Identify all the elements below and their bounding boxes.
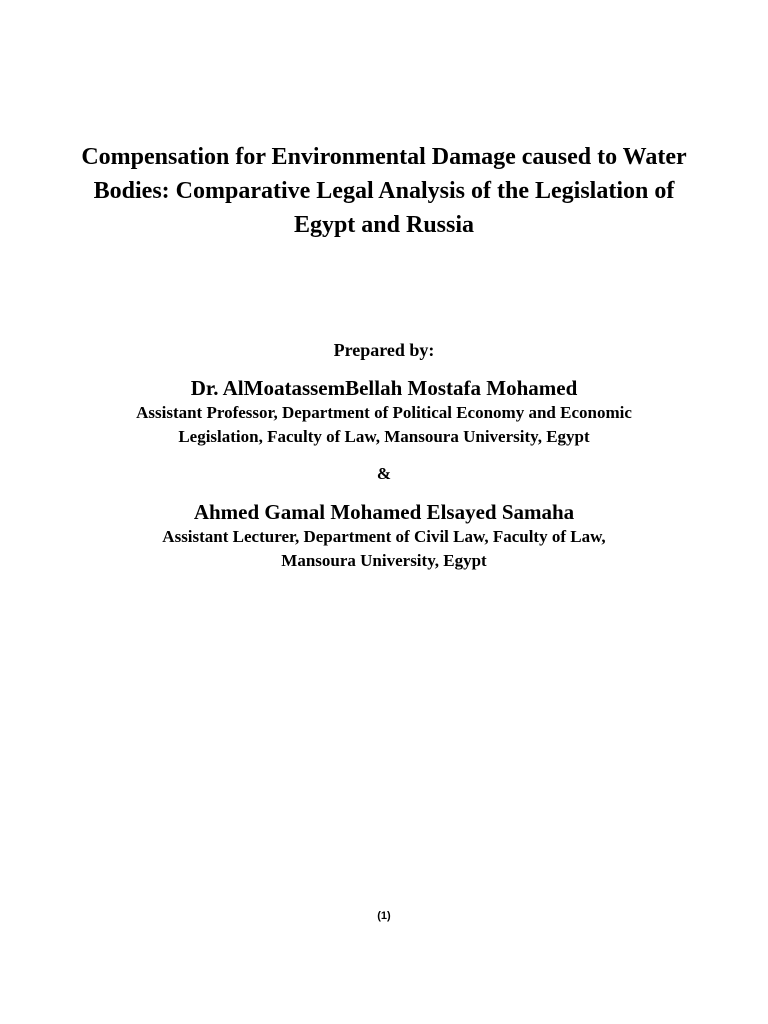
author-name: Ahmed Gamal Mohamed Elsayed Samaha bbox=[193, 500, 575, 524]
title-line: Compensation for Environmental Damage caused to Water bbox=[81, 144, 687, 170]
author-separator: & bbox=[376, 464, 392, 483]
title-line: Bodies: Comparative Legal Analysis of the Legislation of bbox=[93, 178, 675, 204]
page-number: (1) bbox=[377, 910, 391, 922]
title-line: Egypt and Russia bbox=[293, 212, 475, 238]
prepared-by-label: Prepared by: bbox=[333, 340, 435, 360]
affiliation-line: Legislation, Faculty of Law, Mansoura University, Egypt bbox=[178, 427, 590, 446]
author-name: Dr. AlMoatassemBellah Mostafa Mohamed bbox=[190, 376, 578, 400]
document-title bbox=[40, 140, 728, 242]
affiliation-line: Assistant Lecturer, Department of Civil Law, Faculty of Law, bbox=[162, 527, 606, 546]
affiliation-line: Mansoura University, Egypt bbox=[281, 551, 487, 570]
author-affiliation bbox=[0, 401, 768, 449]
author-affiliation bbox=[0, 525, 768, 573]
affiliation-line: Assistant Professor, Department of Political Economy and Economic bbox=[136, 403, 632, 422]
